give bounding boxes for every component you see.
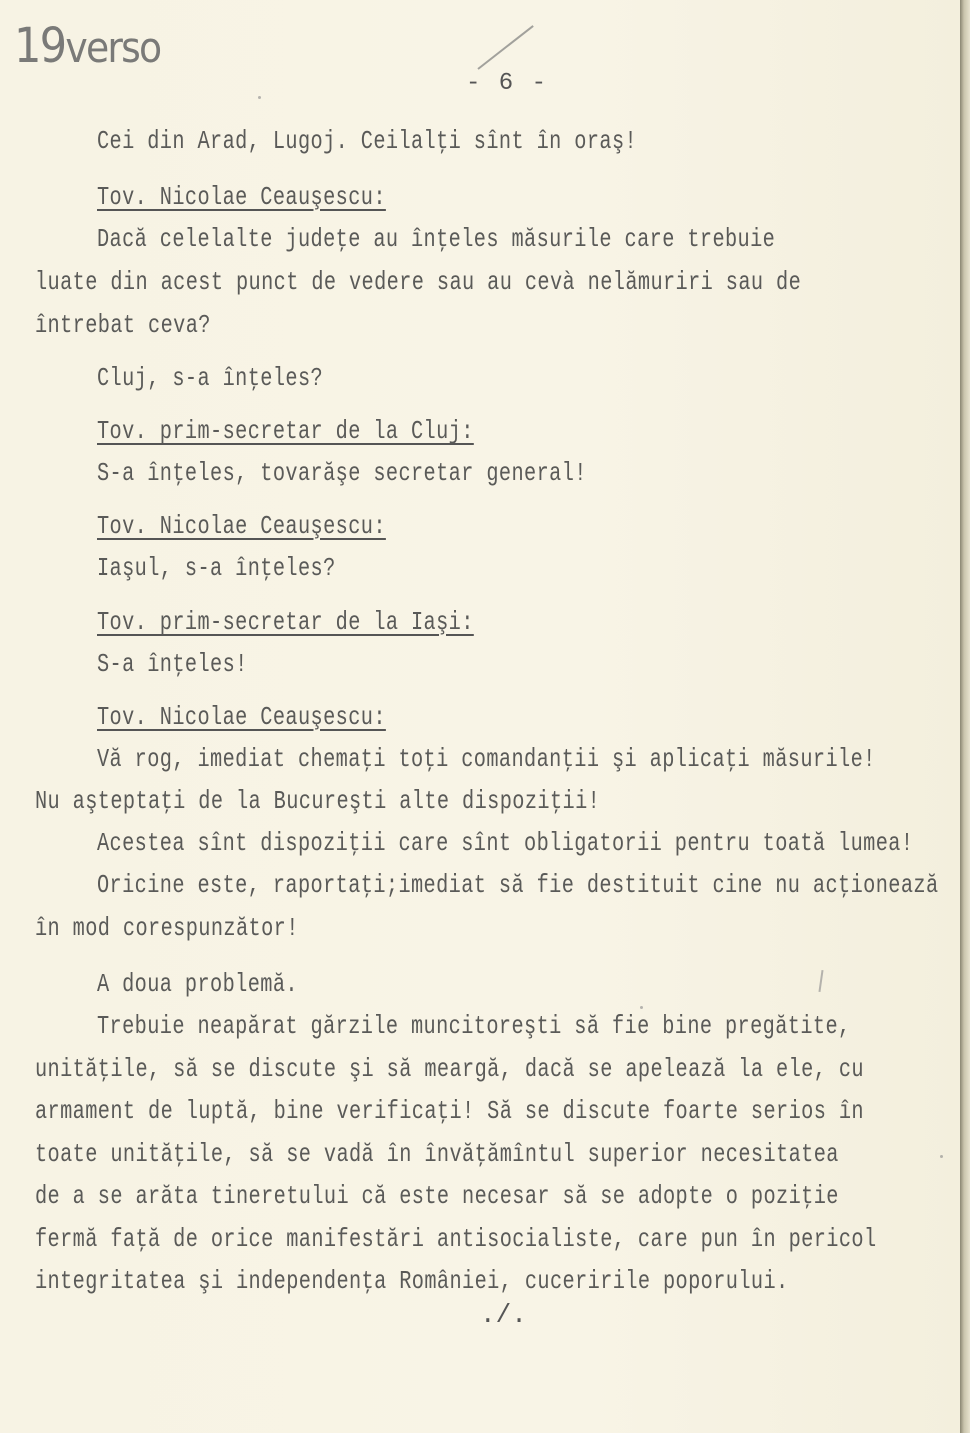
text-line: integritatea şi independenţa României, cuceririle poporului. xyxy=(35,1266,789,1296)
folio-number: 19 xyxy=(14,18,66,74)
speaker-label: Tov. Nicolae Ceauşescu: xyxy=(97,511,386,541)
text-line: toate unităţile, să se vadă în învăţămîntul superior necesitatea xyxy=(35,1139,839,1169)
text-line: Cei din Arad, Lugoj. Ceilalţi sînt în oraş! xyxy=(97,126,638,156)
page-number: - 6 - xyxy=(466,70,549,97)
text-line: fermă faţă de orice manifestări antisocialiste, care pun în pericol xyxy=(35,1224,877,1254)
text-line: de a se arăta tineretului că este necesar să se adopte o poziţie xyxy=(35,1181,839,1211)
text-line: S-a înţeles! xyxy=(97,649,248,679)
paper-speck xyxy=(940,1155,943,1158)
speaker-label: Tov. Nicolae Ceauşescu: xyxy=(97,182,386,212)
handwritten-folio-note xyxy=(14,18,160,74)
speaker-label: Tov. prim-secretar de la Cluj: xyxy=(97,416,474,446)
text-line: Iaşul, s-a înţeles? xyxy=(97,553,336,583)
paper-speck xyxy=(258,96,261,99)
folio-side: verso xyxy=(65,23,161,72)
text-line: A doua problemă. xyxy=(97,969,298,999)
text-line: Cluj, s-a înţeles? xyxy=(97,363,324,393)
speaker-label: Tov. prim-secretar de la Iaşi: xyxy=(97,607,474,637)
text-line: luate din acest punct de vedere sau au cevà nelămuriri sau de xyxy=(35,267,802,297)
text-line: Acestea sînt dispoziţii care sînt obligatorii pentru toată lumea! xyxy=(97,828,914,858)
text-line: în mod corespunzător! xyxy=(35,913,299,943)
speaker-label: Tov. Nicolae Ceauşescu: xyxy=(97,702,386,732)
end-mark: ./. xyxy=(480,1300,527,1330)
text-line: Vă rog, imediat chemaţi toţi comandanţii şi aplicaţi măsurile! xyxy=(97,744,876,774)
text-line: întrebat ceva? xyxy=(35,310,211,340)
text-line: S-a înţeles, tovarăşe secretar general! xyxy=(97,458,587,488)
text-line: armament de luptă, bine verificaţi! Să se discute foarte serios în xyxy=(35,1096,864,1126)
paper-speck xyxy=(640,1006,643,1009)
text-line: Trebuie neapărat gărzile muncitoreşti să fie bine pregătite, xyxy=(97,1011,851,1041)
text-line: unităţile, să se discute şi să meargă, dacă se apelează la ele, cu xyxy=(35,1054,864,1084)
binding-edge xyxy=(960,0,970,1433)
text-line: Oricine este, raportaţi;imediat să fie destituit cine nu acţionează xyxy=(97,870,939,900)
text-line: Dacă celelalte judeţe au înţeles măsurile care trebuie xyxy=(97,224,776,254)
text-line: Nu aşteptaţi de la Bucureşti alte dispoziţii! xyxy=(35,786,601,816)
